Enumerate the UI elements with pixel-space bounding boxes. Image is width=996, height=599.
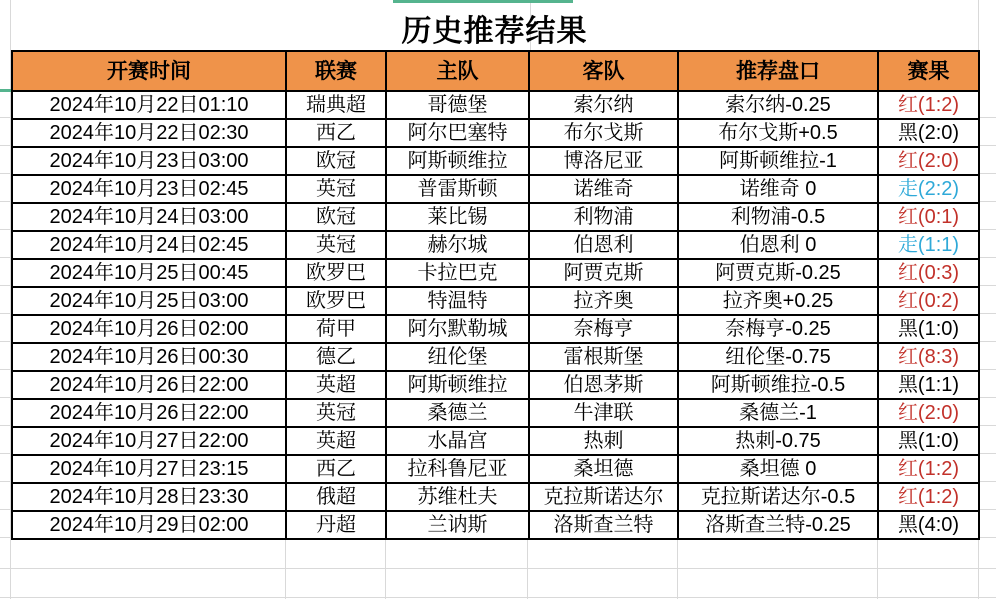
col-header-time: 开赛时间 <box>12 51 286 91</box>
cell-time: 2024年10月22日02:30 <box>12 119 286 147</box>
cell-result: 黑(1:0) <box>878 315 979 343</box>
cell-away-team: 伯恩茅斯 <box>529 371 678 399</box>
cell-time: 2024年10月22日01:10 <box>12 91 286 119</box>
cell-result: 黑(1:1) <box>878 371 979 399</box>
cell-home-team: 哥德堡 <box>386 91 529 119</box>
cell-home-team: 拉科鲁尼亚 <box>386 455 529 483</box>
cell-home-team: 阿斯顿维拉 <box>386 147 529 175</box>
cell-result: 红(8:3) <box>878 343 979 371</box>
table-row <box>12 371 979 399</box>
cell-result: 红(0:3) <box>878 259 979 287</box>
col-header-home-team: 主队 <box>386 51 529 91</box>
cell-away-team: 热刺 <box>529 427 678 455</box>
table-row <box>12 427 979 455</box>
cell-league: 俄超 <box>286 483 386 511</box>
cell-away-team: 克拉斯诺达尔 <box>529 483 678 511</box>
cell-handicap: 伯恩利 0 <box>678 231 878 259</box>
table-row <box>12 315 979 343</box>
cell-league: 荷甲 <box>286 315 386 343</box>
cell-handicap: 桑德兰-1 <box>678 399 878 427</box>
cell-home-team: 赫尔城 <box>386 231 529 259</box>
cell-handicap: 纽伦堡-0.75 <box>678 343 878 371</box>
cell-home-team: 阿尔巴塞特 <box>386 119 529 147</box>
gridline <box>0 568 996 569</box>
results-tbody <box>12 91 979 539</box>
table-row <box>12 455 979 483</box>
col-header-away-team: 客队 <box>529 51 678 91</box>
cell-time: 2024年10月27日23:15 <box>12 455 286 483</box>
cell-handicap: 诺维奇 0 <box>678 175 878 203</box>
cell-home-team: 特温特 <box>386 287 529 315</box>
cell-league: 瑞典超 <box>286 91 386 119</box>
col-header-handicap: 推荐盘口 <box>678 51 878 91</box>
cell-time: 2024年10月26日22:00 <box>12 371 286 399</box>
cell-result: 红(2:0) <box>878 147 979 175</box>
table-row <box>12 287 979 315</box>
cell-handicap: 克拉斯诺达尔-0.5 <box>678 483 878 511</box>
cell-away-team: 伯恩利 <box>529 231 678 259</box>
cell-handicap: 阿斯顿维拉-0.5 <box>678 371 878 399</box>
sheet-selection-mark-left <box>0 89 11 92</box>
cell-league: 欧罗巴 <box>286 287 386 315</box>
page-title: 历史推荐结果 <box>401 15 588 48</box>
cell-league: 德乙 <box>286 343 386 371</box>
cell-handicap: 索尔纳-0.25 <box>678 91 878 119</box>
table-row <box>12 231 979 259</box>
cell-handicap: 热刺-0.75 <box>678 427 878 455</box>
cell-handicap: 桑坦德 0 <box>678 455 878 483</box>
table-row <box>12 343 979 371</box>
col-header-result: 赛果 <box>878 51 979 91</box>
cell-league: 西乙 <box>286 119 386 147</box>
cell-league: 英超 <box>286 371 386 399</box>
cell-time: 2024年10月28日23:30 <box>12 483 286 511</box>
cell-away-team: 诺维奇 <box>529 175 678 203</box>
table-row <box>12 259 979 287</box>
cell-league: 英冠 <box>286 175 386 203</box>
cell-home-team: 桑德兰 <box>386 399 529 427</box>
cell-handicap: 奈梅亨-0.25 <box>678 315 878 343</box>
cell-league: 欧冠 <box>286 203 386 231</box>
cell-result: 走(2:2) <box>878 175 979 203</box>
cell-league: 丹超 <box>286 511 386 539</box>
cell-home-team: 纽伦堡 <box>386 343 529 371</box>
cell-home-team: 阿尔默勒城 <box>386 315 529 343</box>
cell-handicap: 阿贾克斯-0.25 <box>678 259 878 287</box>
table-row <box>12 91 979 119</box>
cell-result: 黑(4:0) <box>878 511 979 539</box>
cell-time: 2024年10月26日22:00 <box>12 399 286 427</box>
cell-away-team: 阿贾克斯 <box>529 259 678 287</box>
cell-result: 走(1:1) <box>878 231 979 259</box>
cell-handicap: 阿斯顿维拉-1 <box>678 147 878 175</box>
cell-time: 2024年10月23日03:00 <box>12 147 286 175</box>
header-row <box>12 51 979 91</box>
cell-time: 2024年10月27日22:00 <box>12 427 286 455</box>
cell-time: 2024年10月29日02:00 <box>12 511 286 539</box>
cell-handicap: 洛斯查兰特-0.25 <box>678 511 878 539</box>
sheet-selection-mark-top <box>393 0 573 3</box>
cell-league: 西乙 <box>286 455 386 483</box>
gridline <box>979 90 996 539</box>
table-row <box>12 203 979 231</box>
cell-handicap: 拉齐奥+0.25 <box>678 287 878 315</box>
cell-league: 欧罗巴 <box>286 259 386 287</box>
cell-result: 红(0:2) <box>878 287 979 315</box>
cell-home-team: 莱比锡 <box>386 203 529 231</box>
cell-handicap: 布尔戈斯+0.5 <box>678 119 878 147</box>
cell-time: 2024年10月25日03:00 <box>12 287 286 315</box>
cell-away-team: 雷根斯堡 <box>529 343 678 371</box>
table-row <box>12 147 979 175</box>
results-table <box>11 50 980 540</box>
cell-result: 红(1:2) <box>878 483 979 511</box>
cell-time: 2024年10月24日02:45 <box>12 231 286 259</box>
cell-home-team: 兰讷斯 <box>386 511 529 539</box>
cell-home-team: 阿斯顿维拉 <box>386 371 529 399</box>
cell-away-team: 洛斯查兰特 <box>529 511 678 539</box>
cell-home-team: 水晶宫 <box>386 427 529 455</box>
cell-home-team: 苏维杜夫 <box>386 483 529 511</box>
cell-league: 英冠 <box>286 399 386 427</box>
cell-league: 英冠 <box>286 231 386 259</box>
cell-handicap: 利物浦-0.5 <box>678 203 878 231</box>
table-row <box>12 175 979 203</box>
table-row <box>12 119 979 147</box>
cell-result: 黑(1:0) <box>878 427 979 455</box>
cell-away-team: 布尔戈斯 <box>529 119 678 147</box>
cell-away-team: 博洛尼亚 <box>529 147 678 175</box>
col-header-league: 联赛 <box>286 51 386 91</box>
cell-result: 红(1:2) <box>878 455 979 483</box>
cell-away-team: 奈梅亨 <box>529 315 678 343</box>
gridline <box>0 90 11 539</box>
cell-result: 红(1:2) <box>878 91 979 119</box>
cell-time: 2024年10月23日02:45 <box>12 175 286 203</box>
table-row <box>12 483 979 511</box>
cell-away-team: 索尔纳 <box>529 91 678 119</box>
cell-league: 英超 <box>286 427 386 455</box>
cell-result: 红(2:0) <box>878 399 979 427</box>
table-row <box>12 399 979 427</box>
cell-away-team: 牛津联 <box>529 399 678 427</box>
cell-time: 2024年10月26日02:00 <box>12 315 286 343</box>
cell-time: 2024年10月26日00:30 <box>12 343 286 371</box>
cell-home-team: 普雷斯顿 <box>386 175 529 203</box>
table-row <box>12 511 979 539</box>
cell-away-team: 桑坦德 <box>529 455 678 483</box>
cell-result: 红(0:1) <box>878 203 979 231</box>
cell-time: 2024年10月24日03:00 <box>12 203 286 231</box>
cell-home-team: 卡拉巴克 <box>386 259 529 287</box>
cell-away-team: 拉齐奥 <box>529 287 678 315</box>
cell-result: 黑(2:0) <box>878 119 979 147</box>
cell-time: 2024年10月25日00:45 <box>12 259 286 287</box>
cell-league: 欧冠 <box>286 147 386 175</box>
gridline <box>0 597 996 598</box>
cell-away-team: 利物浦 <box>529 203 678 231</box>
